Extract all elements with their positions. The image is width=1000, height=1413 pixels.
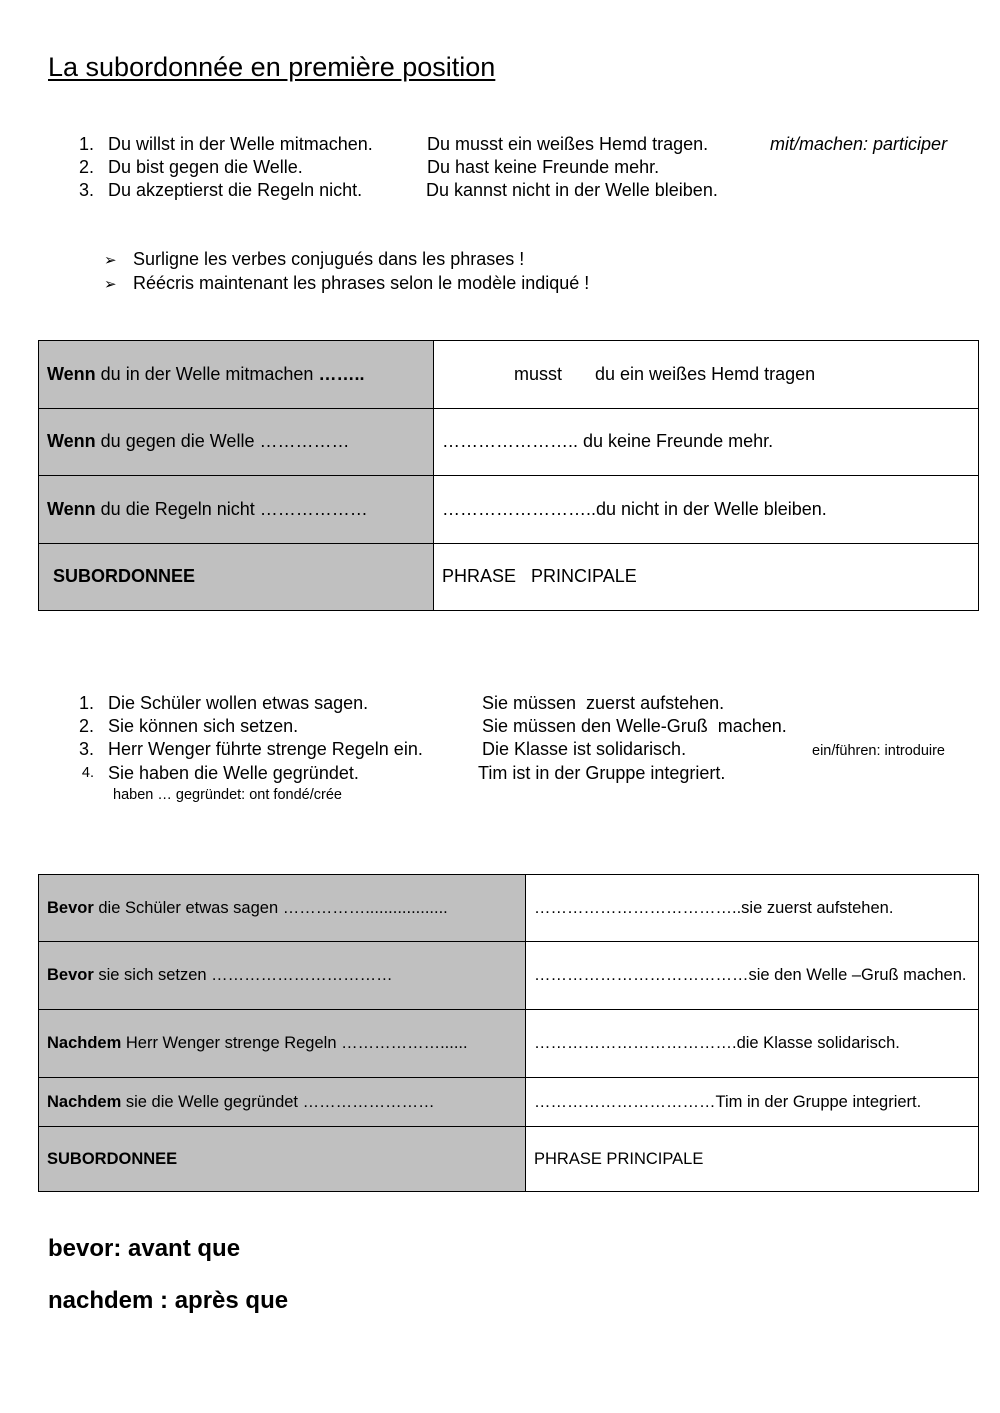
conjunction: Bevor: [47, 898, 94, 917]
footer-subordonnee: SUBORDONNEE: [39, 543, 434, 611]
sentence-a: Sie haben die Welle gegründet.: [108, 763, 359, 783]
cell-text: du in der Welle mitmachen: [95, 363, 319, 384]
table-row: [39, 476, 979, 544]
table-footer-row: [39, 543, 979, 611]
vocab-nachdem: nachdem : après que: [48, 1287, 289, 1314]
subordinate-cell[interactable]: [39, 476, 434, 544]
subordinate-cell[interactable]: [39, 1010, 526, 1078]
table-row: [39, 1078, 979, 1127]
sentence-a: Herr Wenger führte strenge Regeln ein.: [108, 739, 423, 759]
table-row: [39, 1010, 979, 1078]
cell-text: Herr Wenger strenge Regeln ………………......: [121, 1034, 468, 1052]
list-number: 3.: [78, 180, 94, 200]
sentence-b: Die Klasse ist solidarisch.: [482, 739, 687, 759]
cell-text: sie die Welle gegründet ……………………: [121, 1092, 435, 1111]
sentence-a: Du bist gegen die Welle.: [108, 157, 303, 177]
table-row: [39, 942, 979, 1010]
table-footer-row: [39, 1127, 979, 1192]
table-row: [39, 875, 979, 942]
sentence-a: Du willst in der Welle mitmachen.: [108, 134, 373, 154]
subordinate-cell[interactable]: [39, 341, 434, 409]
subordinate-cell[interactable]: [39, 875, 526, 942]
exercise-table-2: [38, 874, 979, 1192]
list-number: 4.: [81, 765, 94, 781]
cell-text: du die Regeln nicht ………………: [95, 498, 368, 519]
sentence-b: Du kannst nicht in der Welle bleiben.: [426, 180, 718, 200]
footer-phrase-principale: PHRASE PRINCIPALE: [526, 1127, 979, 1192]
cell-dots: ……..: [318, 363, 365, 384]
list-number: 2.: [78, 716, 94, 736]
conjunction: Nachdem: [47, 1092, 122, 1111]
sentence-b: Du hast keine Freunde mehr.: [427, 157, 660, 177]
main-clause-cell[interactable]: ……………………………Tim in der Gruppe integriert.: [526, 1078, 979, 1127]
table-row: [39, 408, 979, 476]
subordinate-cell[interactable]: [39, 408, 434, 476]
verb-answer: musst: [514, 363, 563, 384]
conjunction: Bevor: [47, 966, 94, 984]
conjunction: Wenn: [47, 498, 96, 519]
sentence-a: Du akzeptierst die Regeln nicht.: [108, 180, 363, 200]
table-row: [39, 341, 979, 409]
main-clause-cell[interactable]: ……………………..du nicht in der Welle bleiben.: [434, 476, 979, 544]
conjunction: Nachdem: [47, 1034, 122, 1052]
footnote: haben … gegründet: ont fondé/crée: [113, 787, 342, 803]
page-title: La subordonnée en première position: [48, 52, 496, 82]
vocab-bevor: bevor: avant que: [48, 1235, 241, 1262]
main-clause-cell[interactable]: ……………………………….die Klasse solidarisch.: [526, 1010, 979, 1078]
footer-subordonnee: SUBORDONNEE: [39, 1127, 526, 1192]
cell-text: die Schüler etwas sagen ……………..................: [93, 898, 448, 917]
vocab-note: mit/machen: participer: [770, 134, 948, 154]
arrow-bullet-icon: ➢: [104, 276, 117, 293]
sentence-a: Sie können sich setzen.: [108, 716, 299, 736]
main-clause-cell[interactable]: ………………….. du keine Freunde mehr.: [434, 408, 979, 476]
cell-text: sie sich setzen ……………………………: [93, 966, 393, 984]
list-number: 1.: [78, 693, 94, 713]
sentence-b: Tim ist in der Gruppe integriert.: [478, 763, 726, 783]
cell-text: du ein weißes Hemd tragen: [595, 363, 816, 384]
sentence-a: Die Schüler wollen etwas sagen.: [108, 693, 369, 713]
arrow-bullet-icon: ➢: [104, 252, 117, 269]
vocab-note: ein/führen: introduire: [812, 743, 945, 759]
conjunction: Wenn: [47, 431, 96, 452]
instruction: Réécris maintenant les phrases selon le modèle indiqué !: [133, 273, 590, 293]
cell-text: du gegen die Welle ……………: [95, 431, 350, 452]
main-clause-cell[interactable]: [434, 341, 979, 409]
conjunction: Wenn: [47, 363, 96, 384]
footer-phrase-principale: PHRASE PRINCIPALE: [434, 543, 979, 611]
sentence-b: Sie müssen den Welle-Gruß machen.: [482, 716, 787, 736]
subordinate-cell[interactable]: [39, 942, 526, 1010]
sentence-b: Du musst ein weißes Hemd tragen.: [427, 134, 709, 154]
instruction: Surligne les verbes conjugués dans les phrases !: [133, 249, 525, 269]
list-number: 1.: [78, 134, 94, 154]
main-clause-cell[interactable]: …………………………………sie den Welle –Gruß machen.: [526, 942, 979, 1010]
main-clause-cell[interactable]: ………………………………..sie zuerst aufstehen.: [526, 875, 979, 942]
list-number: 3.: [78, 739, 94, 759]
subordinate-cell[interactable]: [39, 1078, 526, 1127]
list-number: 2.: [78, 157, 94, 177]
sentence-b: Sie müssen zuerst aufstehen.: [482, 693, 725, 713]
exercise-table-1: [38, 340, 979, 611]
